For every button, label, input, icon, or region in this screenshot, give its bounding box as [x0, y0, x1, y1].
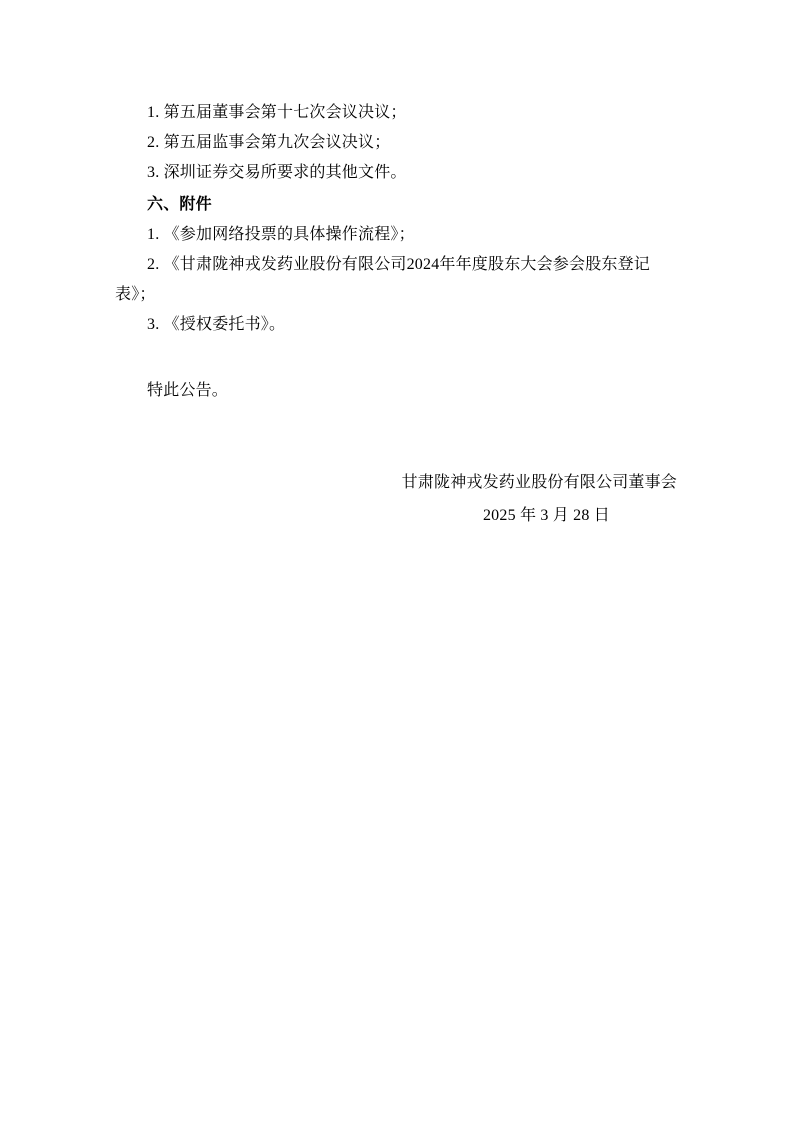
attachment-item-2-line-1: 2. 《甘肃陇神戎发药业股份有限公司2024年年度股东大会参会股东登记: [147, 256, 651, 273]
attachment-item-3: 3. 《授权委托书》。: [147, 316, 286, 333]
attachment-item-2-line-2: 表》；: [115, 286, 156, 303]
document-body: [115, 98, 677, 531]
attachment-item-1: 1. 《参加网络投票的具体操作流程》；: [147, 226, 415, 243]
signature-company: 甘肃陇神戎发药业股份有限公司董事会: [401, 474, 677, 491]
resolution-item-1: 1. 第五届董事会第十七次会议决议；: [147, 104, 407, 121]
resolution-item-2: 2. 第五届监事会第九次会议决议；: [147, 134, 391, 151]
closing-phrase: 特此公告。: [147, 382, 229, 399]
signature-date: 2025 年 3 月 28 日: [482, 507, 610, 524]
resolution-item-3: 3. 深圳证券交易所要求的其他文件。: [147, 164, 407, 181]
attachments-section-heading: 六、附件: [147, 196, 212, 213]
